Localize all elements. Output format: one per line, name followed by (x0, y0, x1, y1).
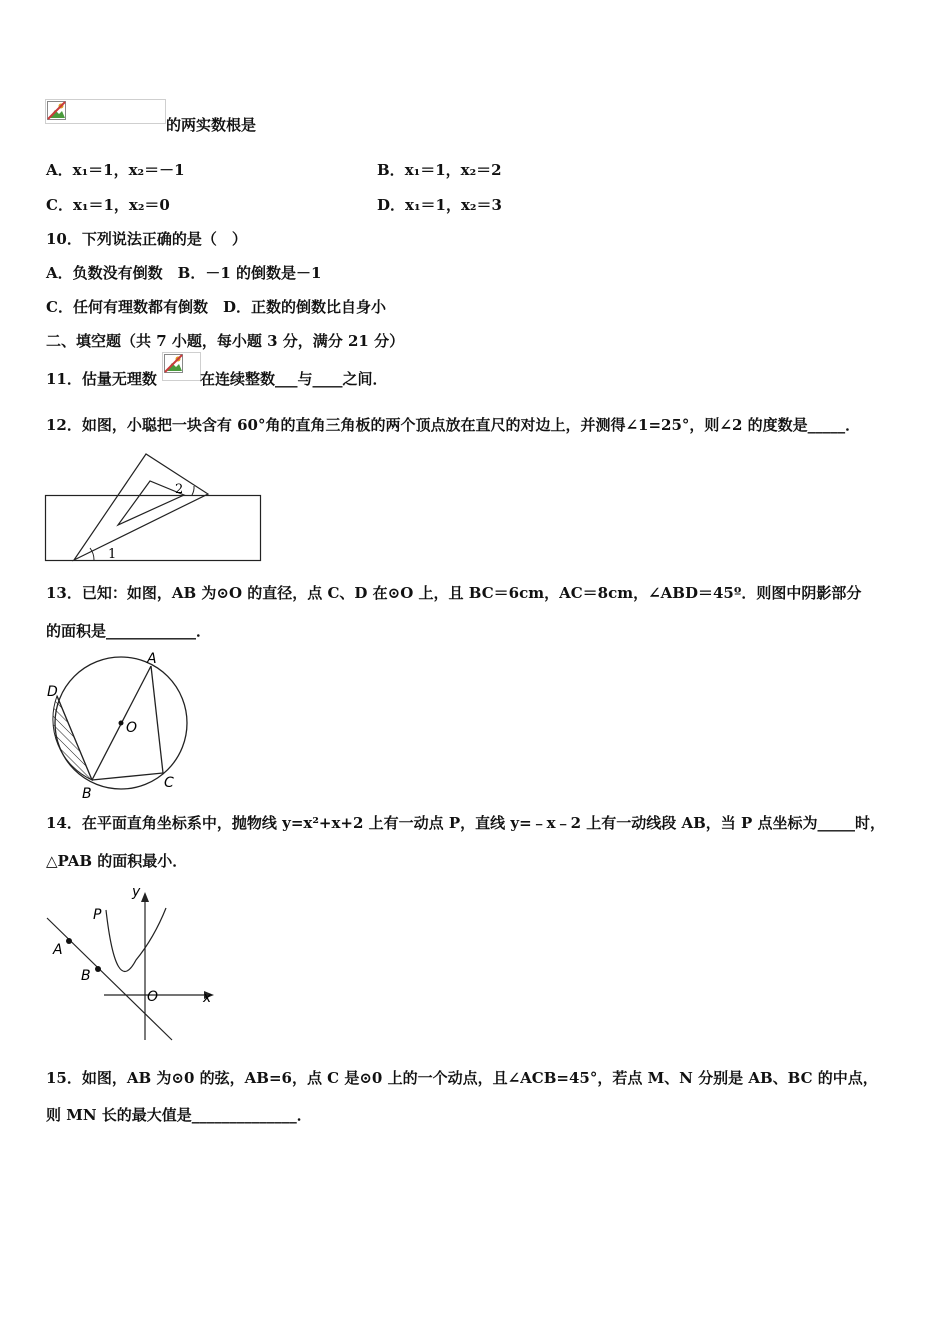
q12-text: 12．如图，小聪把一块含有 60°角的直角三角板的两个顶点放在直尺的对边上，并测得∠1=25°，则∠2 的度数是_____． (46, 416, 861, 434)
option-text: x₁＝1，x₂＝2 (404, 161, 502, 179)
q10-options-cd: C．任何有理数都有倒数 D．正数的倒数比自身小 (46, 298, 386, 316)
label-a: A (147, 651, 157, 667)
label-b: B (81, 968, 91, 984)
option-text: x₁＝1，x₂＝－1 (72, 161, 185, 179)
label-d: D (47, 684, 58, 700)
option-label: A． (46, 161, 73, 179)
label-o: O (147, 989, 159, 1005)
q9-option-c[interactable] (46, 195, 170, 215)
chord-bc (92, 773, 163, 780)
q13-line2: 的面积是____________． (46, 622, 212, 640)
label-x: x (203, 990, 212, 1006)
point-b (95, 966, 101, 972)
label-c: C (164, 775, 174, 791)
angle-2-label: 2 (175, 482, 184, 497)
q11-before: 11．估量无理数 (46, 370, 157, 388)
chord-ac (151, 666, 163, 773)
set-square-outer (74, 454, 208, 560)
broken-image-icon (47, 101, 67, 121)
q14-coordinate-figure (44, 880, 224, 1050)
q11-after: 在连续整数___与____之间． (200, 370, 388, 388)
broken-image-icon (164, 354, 184, 374)
q9-option-a[interactable] (46, 160, 185, 180)
q13-line1: 13．已知：如图，AB 为⊙O 的直径，点 C、D 在⊙O 上，且 BC＝6cm，AC＝8cm，∠ABD＝45º．则图中阴影部分 (46, 584, 862, 602)
option-text: x₁＝1，x₂＝3 (405, 196, 502, 214)
q10-stem: 10．下列说法正确的是（ ） (46, 230, 247, 248)
q10-options-ab: A．负数没有倒数 B．－1 的倒数是－1 (46, 264, 322, 282)
q14-line1: 14．在平面直角坐标系中，抛物线 y=x²+x+2 上有一动点 P，直线 y=﹣x﹣2 上有一动线段 AB，当 P 点坐标为_____时， (46, 814, 886, 832)
label-p: P (93, 907, 102, 923)
angle-1-label: 1 (108, 547, 117, 562)
label-a: A (53, 942, 63, 958)
q9-tail: 的两实数根是 (166, 116, 257, 134)
q15-line2: 则 MN 长的最大值是______________． (46, 1106, 312, 1124)
label-o: O (126, 720, 138, 736)
q9-option-d[interactable] (377, 195, 502, 215)
angle-2-arc (192, 486, 194, 495)
broken-image-equation (45, 99, 166, 124)
parabola (106, 908, 166, 971)
label-b: B (82, 786, 92, 800)
q9-option-b[interactable] (377, 160, 502, 180)
broken-image-sqrt (162, 352, 201, 381)
option-label: D． (377, 196, 406, 214)
y-axis-arrow (141, 892, 149, 902)
q14-line2: △PAB 的面积最小． (46, 852, 188, 870)
option-text: x₁＝1，x₂＝0 (72, 196, 170, 214)
option-label: C． (46, 196, 73, 214)
label-y: y (132, 884, 141, 900)
section-heading: 二、填空题（共 7 小题，每小题 3 分，满分 21 分） (46, 332, 405, 350)
ruler (46, 496, 261, 561)
center-point (119, 721, 124, 726)
point-a (66, 938, 72, 944)
q13-circle-figure (44, 648, 194, 800)
q12-ruler-triangle-figure (44, 452, 266, 564)
option-label: B． (377, 161, 405, 179)
q15-line1: 15．如图，AB 为⊙0 的弦，AB=6，点 C 是⊙0 上的一个动点，且∠ACB=45°，若点 M、N 分别是 AB、BC 的中点， (46, 1069, 878, 1087)
